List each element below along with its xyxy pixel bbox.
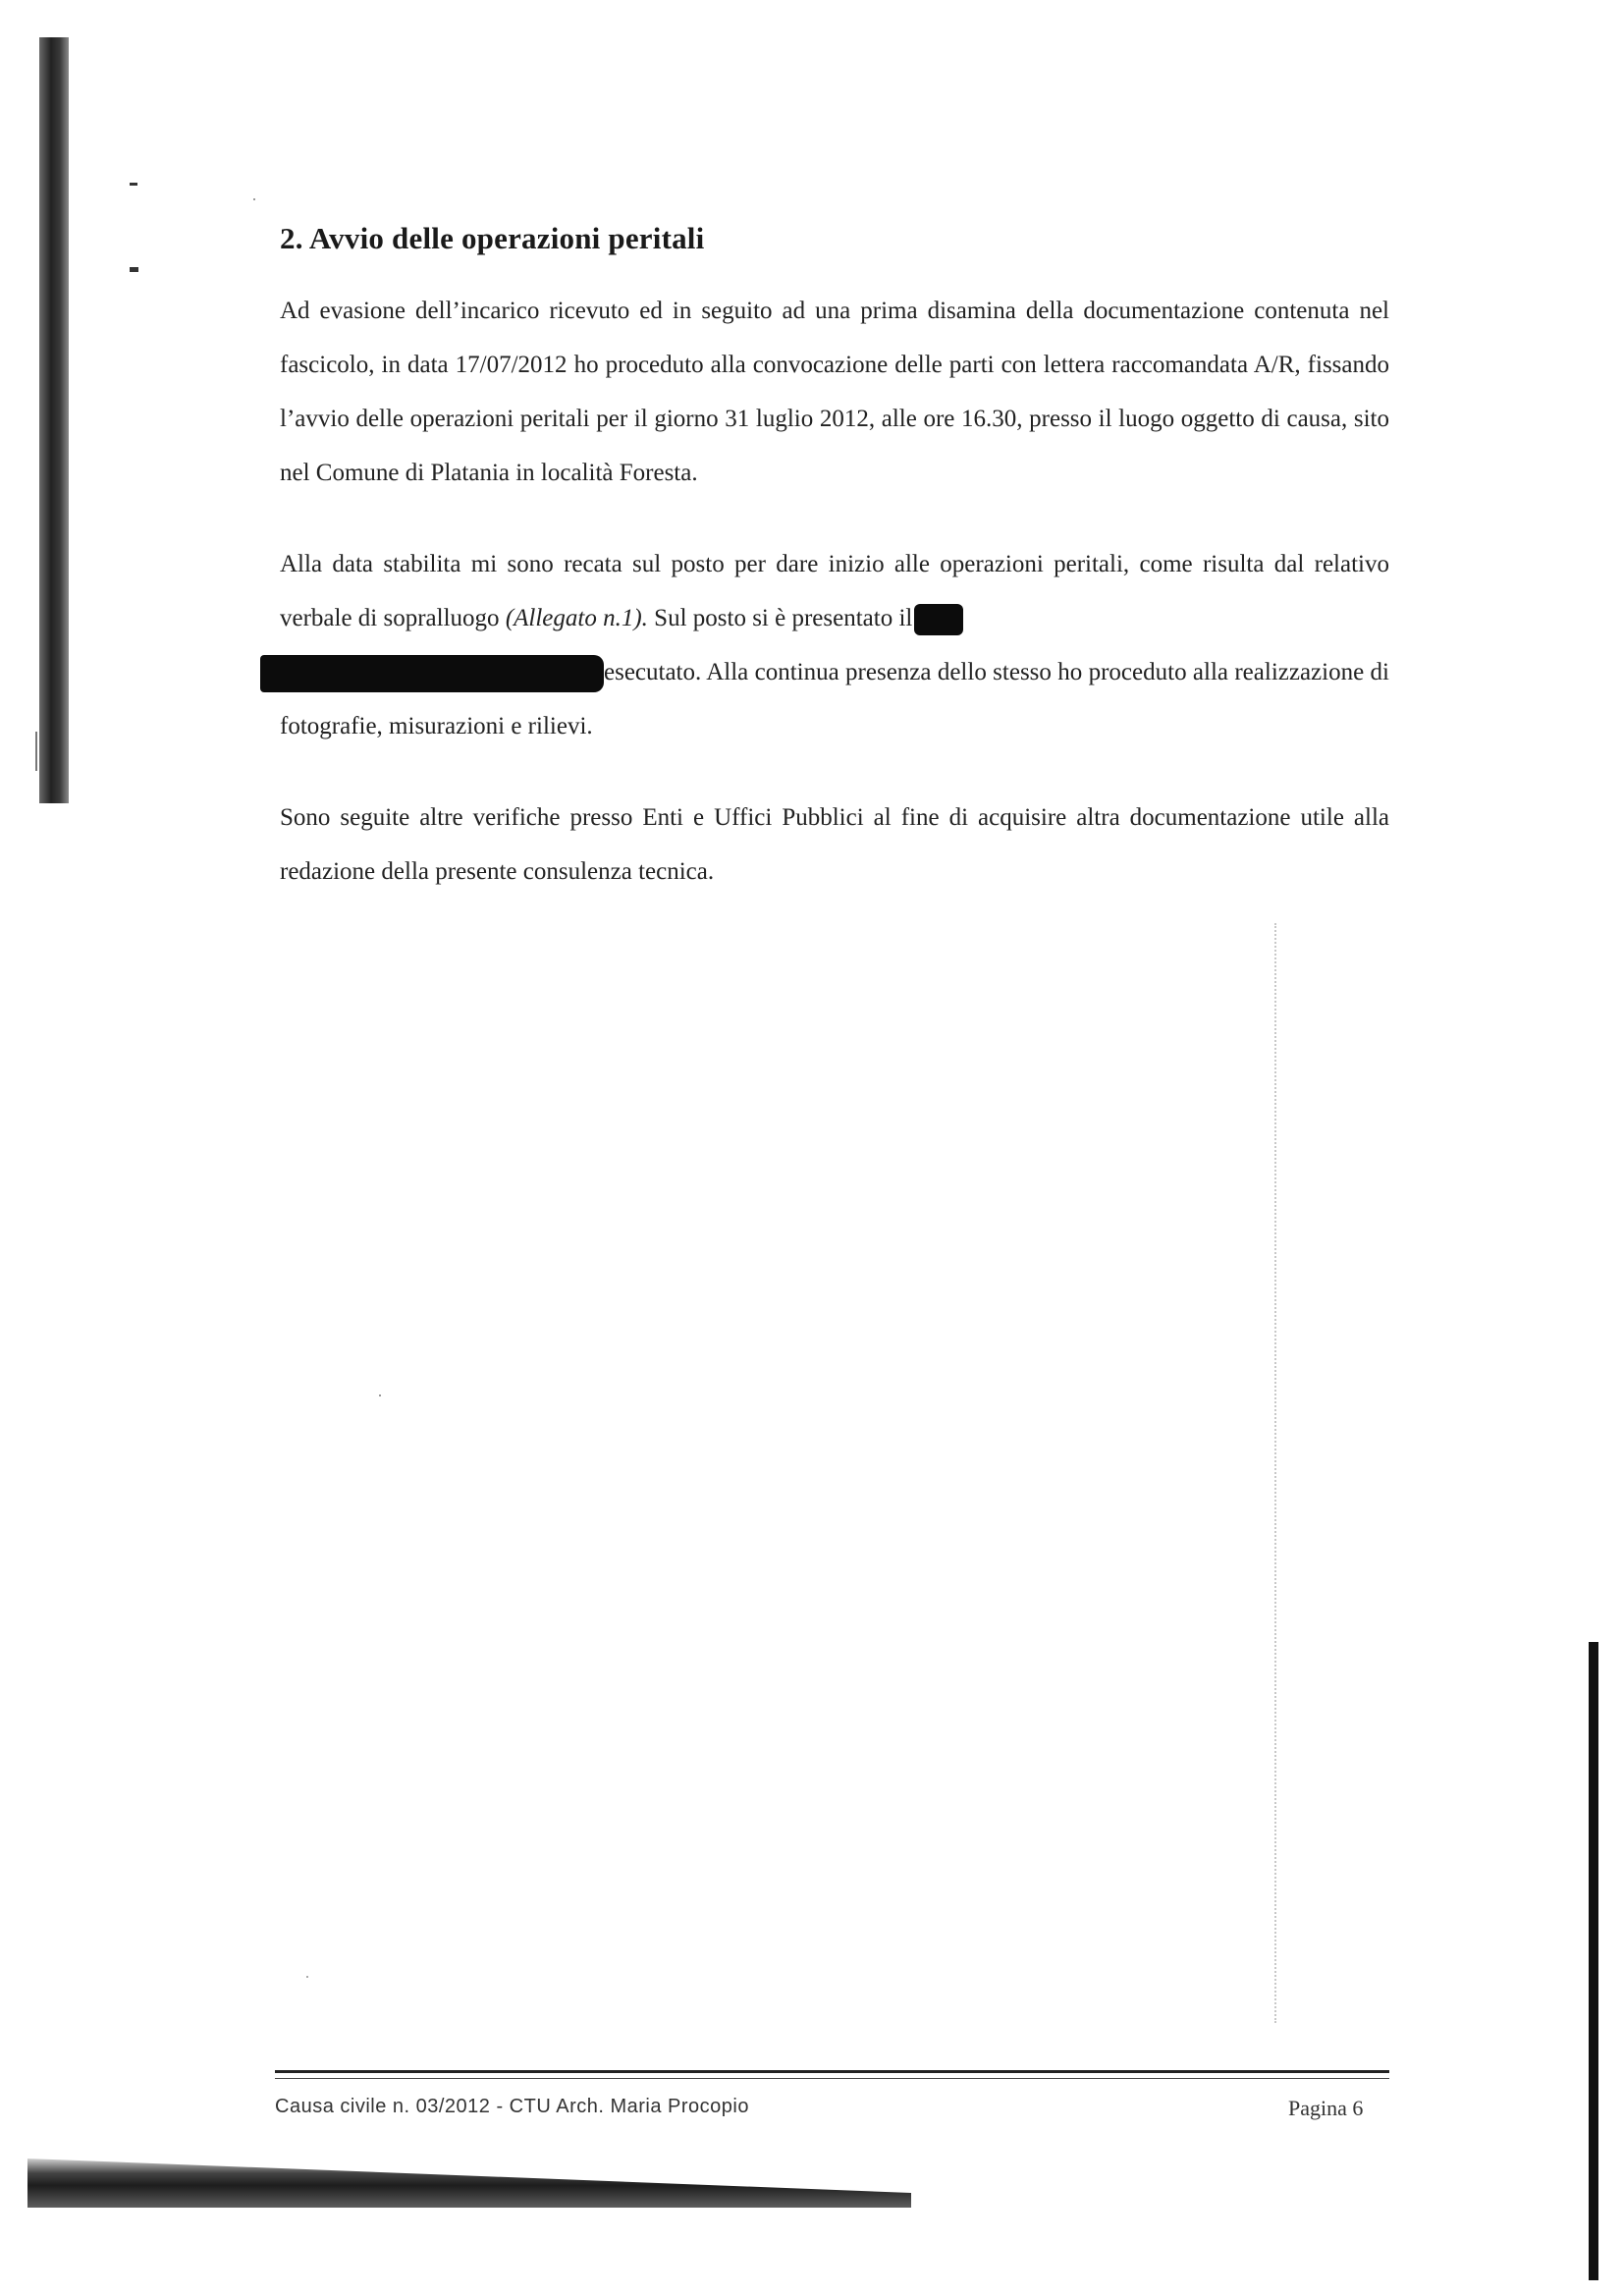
- redaction-mark: [260, 655, 604, 692]
- paragraph-inspection: [280, 537, 1389, 753]
- scan-mark: [130, 267, 138, 272]
- scan-mark: [130, 183, 137, 186]
- paragraph-text: esecutato. Alla continua presenza dello stesso ho proceduto alla realizzazione di fotografie, misurazioni e rilievi.: [280, 659, 1389, 739]
- paragraph-text: Alla data stabilita mi sono recata sul posto per dare inizio alle operazioni peritali, come risulta dal relativo verbale di sopralluogo: [280, 551, 1389, 631]
- footer-case-reference: Causa civile n. 03/2012 - CTU Arch. Maria Procopio: [275, 2096, 749, 2117]
- scan-edge-left: [39, 37, 69, 803]
- section-title: 2. Avvio delle operazioni peritali: [280, 221, 705, 255]
- scan-edge-right: [1589, 1642, 1598, 2280]
- document-body: [280, 221, 1389, 936]
- scan-mark: [306, 1976, 308, 1978]
- scan-mark: [379, 1394, 381, 1396]
- attachment-reference: (Allegato n.1).: [505, 605, 648, 631]
- footer-page-number: Pagina 6: [1288, 2096, 1364, 2120]
- paragraph-convocation: Ad evasione dell’incarico ricevuto ed in seguito ad una prima disamina della documentazione contenuta nel fascicolo, in data 17/07/2012 ho proceduto alla convocazione delle parti con lettera raccomandata A/R, fissando l’avvio delle operazioni peritali per il giorno 31 luglio 2012, alle ore 16.30, presso il luogo oggetto di causa, sito nel Comune di Platania in località Foresta.: [280, 298, 1389, 486]
- redaction-mark: [914, 604, 963, 635]
- scan-dotted-line: [1274, 923, 1276, 2023]
- paragraph-text: Sul posto si è presentato il: [647, 605, 913, 631]
- scan-mark: [253, 198, 255, 200]
- footer-divider: [275, 2070, 1389, 2079]
- scan-mark: [35, 732, 37, 771]
- scan-streak-bottom: [27, 2159, 911, 2208]
- paragraph-verifications: Sono seguite altre verifiche presso Enti e Uffici Pubblici al fine di acquisire altra documentazione utile alla redazione della presente consulenza tecnica.: [280, 804, 1389, 885]
